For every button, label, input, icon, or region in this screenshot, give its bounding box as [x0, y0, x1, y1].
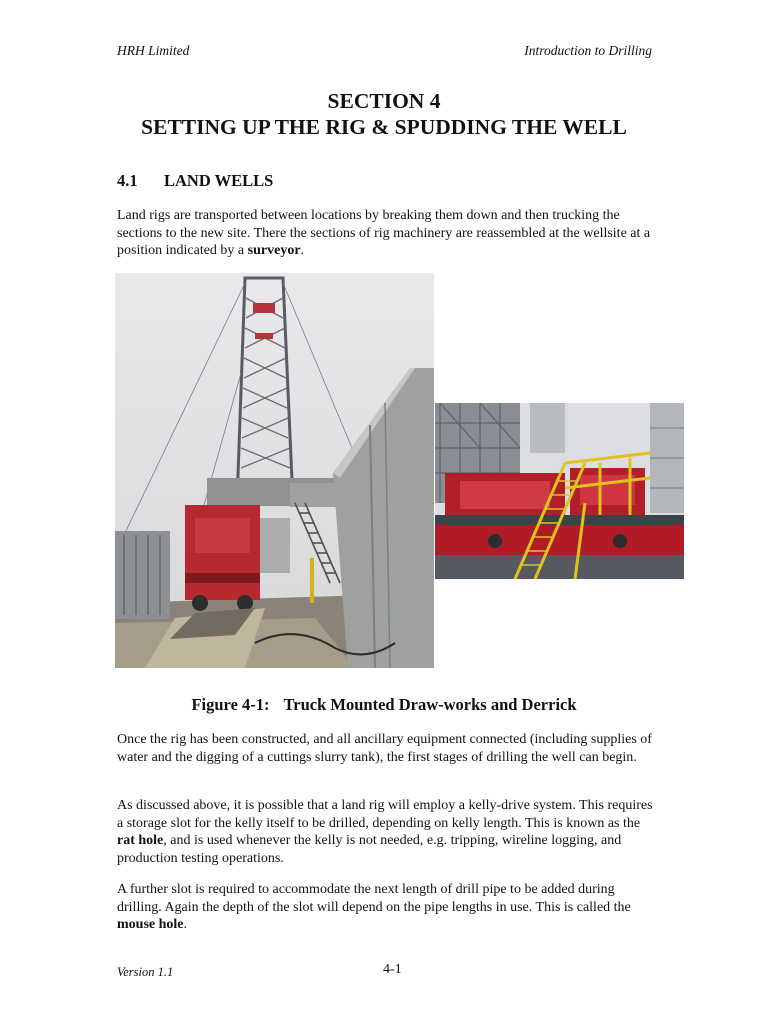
- paragraph-1: [117, 207, 657, 260]
- header-left: HRH Limited: [117, 43, 190, 58]
- footer-version: Version 1.1: [117, 965, 174, 979]
- paragraph-1-end: .: [300, 243, 305, 258]
- derrick-photo: [115, 273, 434, 668]
- paragraph-4-before: A further slot is required to accommodate the next length of drill pipe to be added during drilling. Again the depth of the slot will depend on the pipe lengths in use. This is called the: [117, 882, 631, 915]
- page-number: 4-1: [383, 962, 402, 977]
- paragraph-2: Once the rig has been constructed, and all ancillary equipment connected (including supplies of water and the digging of a cuttings slurry tank), the first stages of drilling the well can begin.: [117, 732, 652, 765]
- header-right: Introduction to Drilling: [524, 43, 652, 58]
- paragraph-1-bold: surveyor: [247, 243, 301, 258]
- mouse-hole-term: mouse hole: [117, 917, 184, 932]
- title-line-2: SETTING UP THE RIG & SPUDDING THE WELL: [141, 115, 627, 139]
- page-title: [0, 88, 768, 140]
- paragraph-1-text: Land rigs are transported between locations by breaking them down and then trucking the sections to the new site. There the sections of rig machinery are reassembled at the wellsite at a position indicated by a: [117, 208, 651, 258]
- figure-caption-text: Truck Mounted Draw-works and Derrick: [283, 695, 577, 714]
- section-number: 4.1: [117, 171, 138, 190]
- rat-hole-term: rat hole: [117, 833, 164, 848]
- paragraph-3-before: As discussed above, it is possible that a land rig will employ a kelly-drive system. This requires a storage slot for the kelly itself to be drilled, depending on kelly length. This is known as the: [117, 798, 653, 831]
- section-title: LAND WELLS: [164, 171, 274, 190]
- figure-caption: [0, 695, 768, 715]
- section-heading: [117, 171, 273, 191]
- figure-id: Figure 4-1:: [191, 695, 270, 714]
- title-line-1: SECTION 4: [327, 89, 441, 113]
- paragraph-3: [117, 797, 657, 867]
- paragraph-4-after: .: [183, 917, 187, 932]
- paragraph-3-after: , and is used whenever the kelly is not needed, e.g. tripping, wireline logging, and production testing operations.: [117, 833, 622, 866]
- paragraph-4: [117, 881, 657, 934]
- drawworks-photo: [435, 403, 684, 579]
